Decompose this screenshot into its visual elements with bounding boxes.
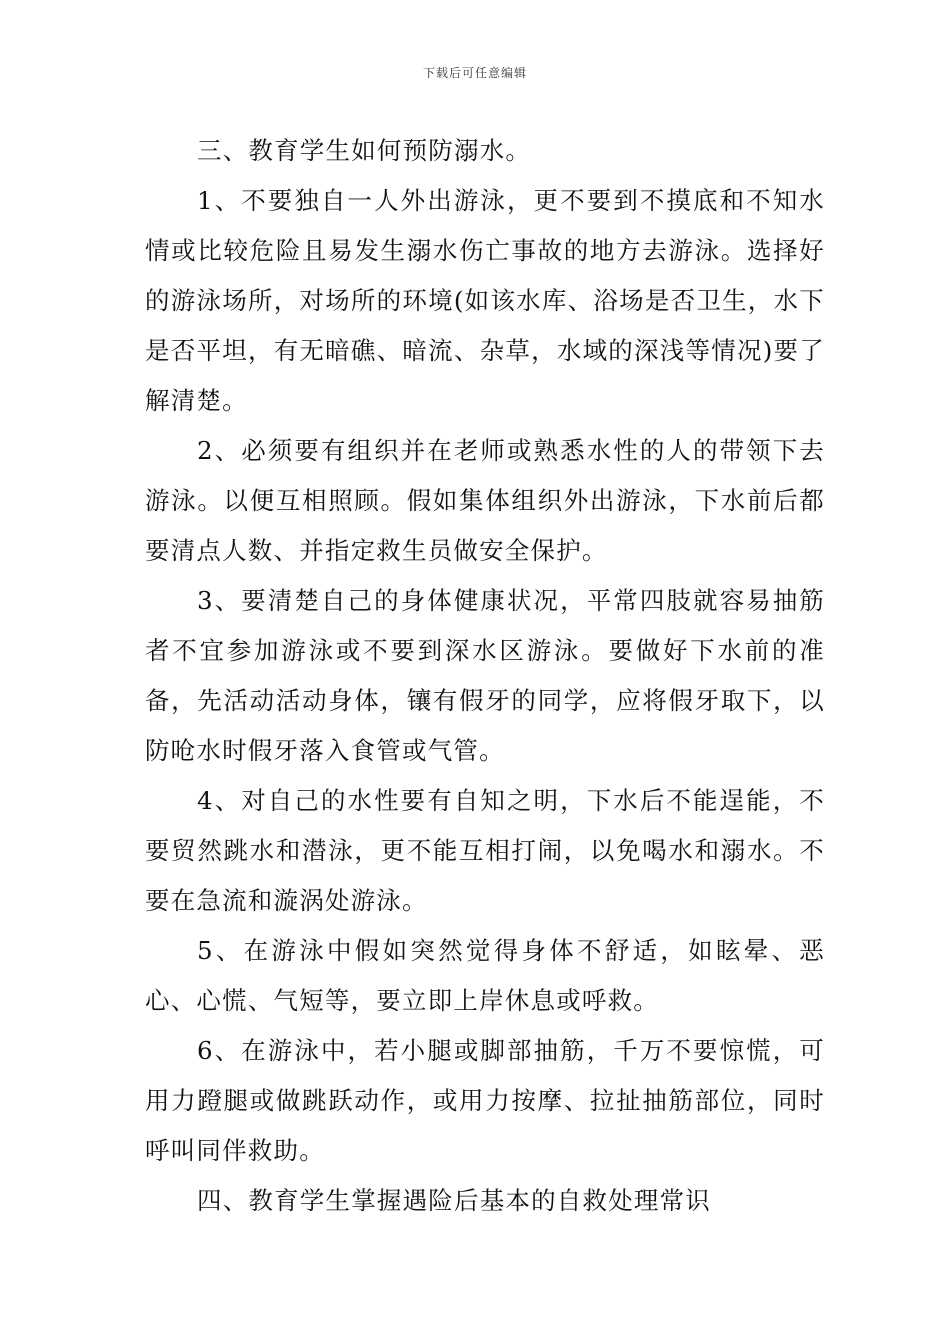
section-heading-3: 三、教育学生如何预防溺水。 [197, 136, 532, 165]
page-header: 下载后可任意编辑 [422, 66, 527, 80]
document-body [145, 126, 825, 1226]
paragraph-item-1: 1、不要独自一人外出游泳，更不要到不摸底和不知水情或比较危险且易发生溺水伤亡事故的地方去游泳。选择好的游泳场所，对场所的环境(如该水库、浴场是否卫生，水下是否平坦，有无暗礁、暗流、杂草，水域的深浅等情况)要了解清楚。 [145, 186, 825, 415]
paragraph-item-2: 2、必须要有组织并在老师或熟悉水性的人的带领下去游泳。以便互相照顾。假如集体组织外出游泳，下水前后都要清点人数、并指定救生员做安全保护。 [145, 436, 825, 565]
paragraph-item-5: 5、在游泳中假如突然觉得身体不舒适，如眩晕、恶心、心慌、气短等，要立即上岸休息或呼救。 [145, 936, 825, 1015]
paragraph-item-3: 3、要清楚自己的身体健康状况，平常四肢就容易抽筋者不宜参加游泳或不要到深水区游泳。要做好下水前的准备，先活动活动身体，镶有假牙的同学，应将假牙取下，以防呛水时假牙落入食管或气管。 [145, 586, 825, 765]
section-heading-4: 四、教育学生掌握遇险后基本的自救处理常识 [197, 1186, 711, 1215]
paragraph-item-6: 6、在游泳中，若小腿或脚部抽筋，千万不要惊慌，可用力蹬腿或做跳跃动作，或用力按摩、拉扯抽筋部位，同时呼叫同伴救助。 [145, 1036, 825, 1165]
paragraph-item-4: 4、对自己的水性要有自知之明，下水后不能逞能，不要贸然跳水和潜泳，更不能互相打闹，以免喝水和溺水。不要在急流和漩涡处游泳。 [145, 786, 825, 915]
